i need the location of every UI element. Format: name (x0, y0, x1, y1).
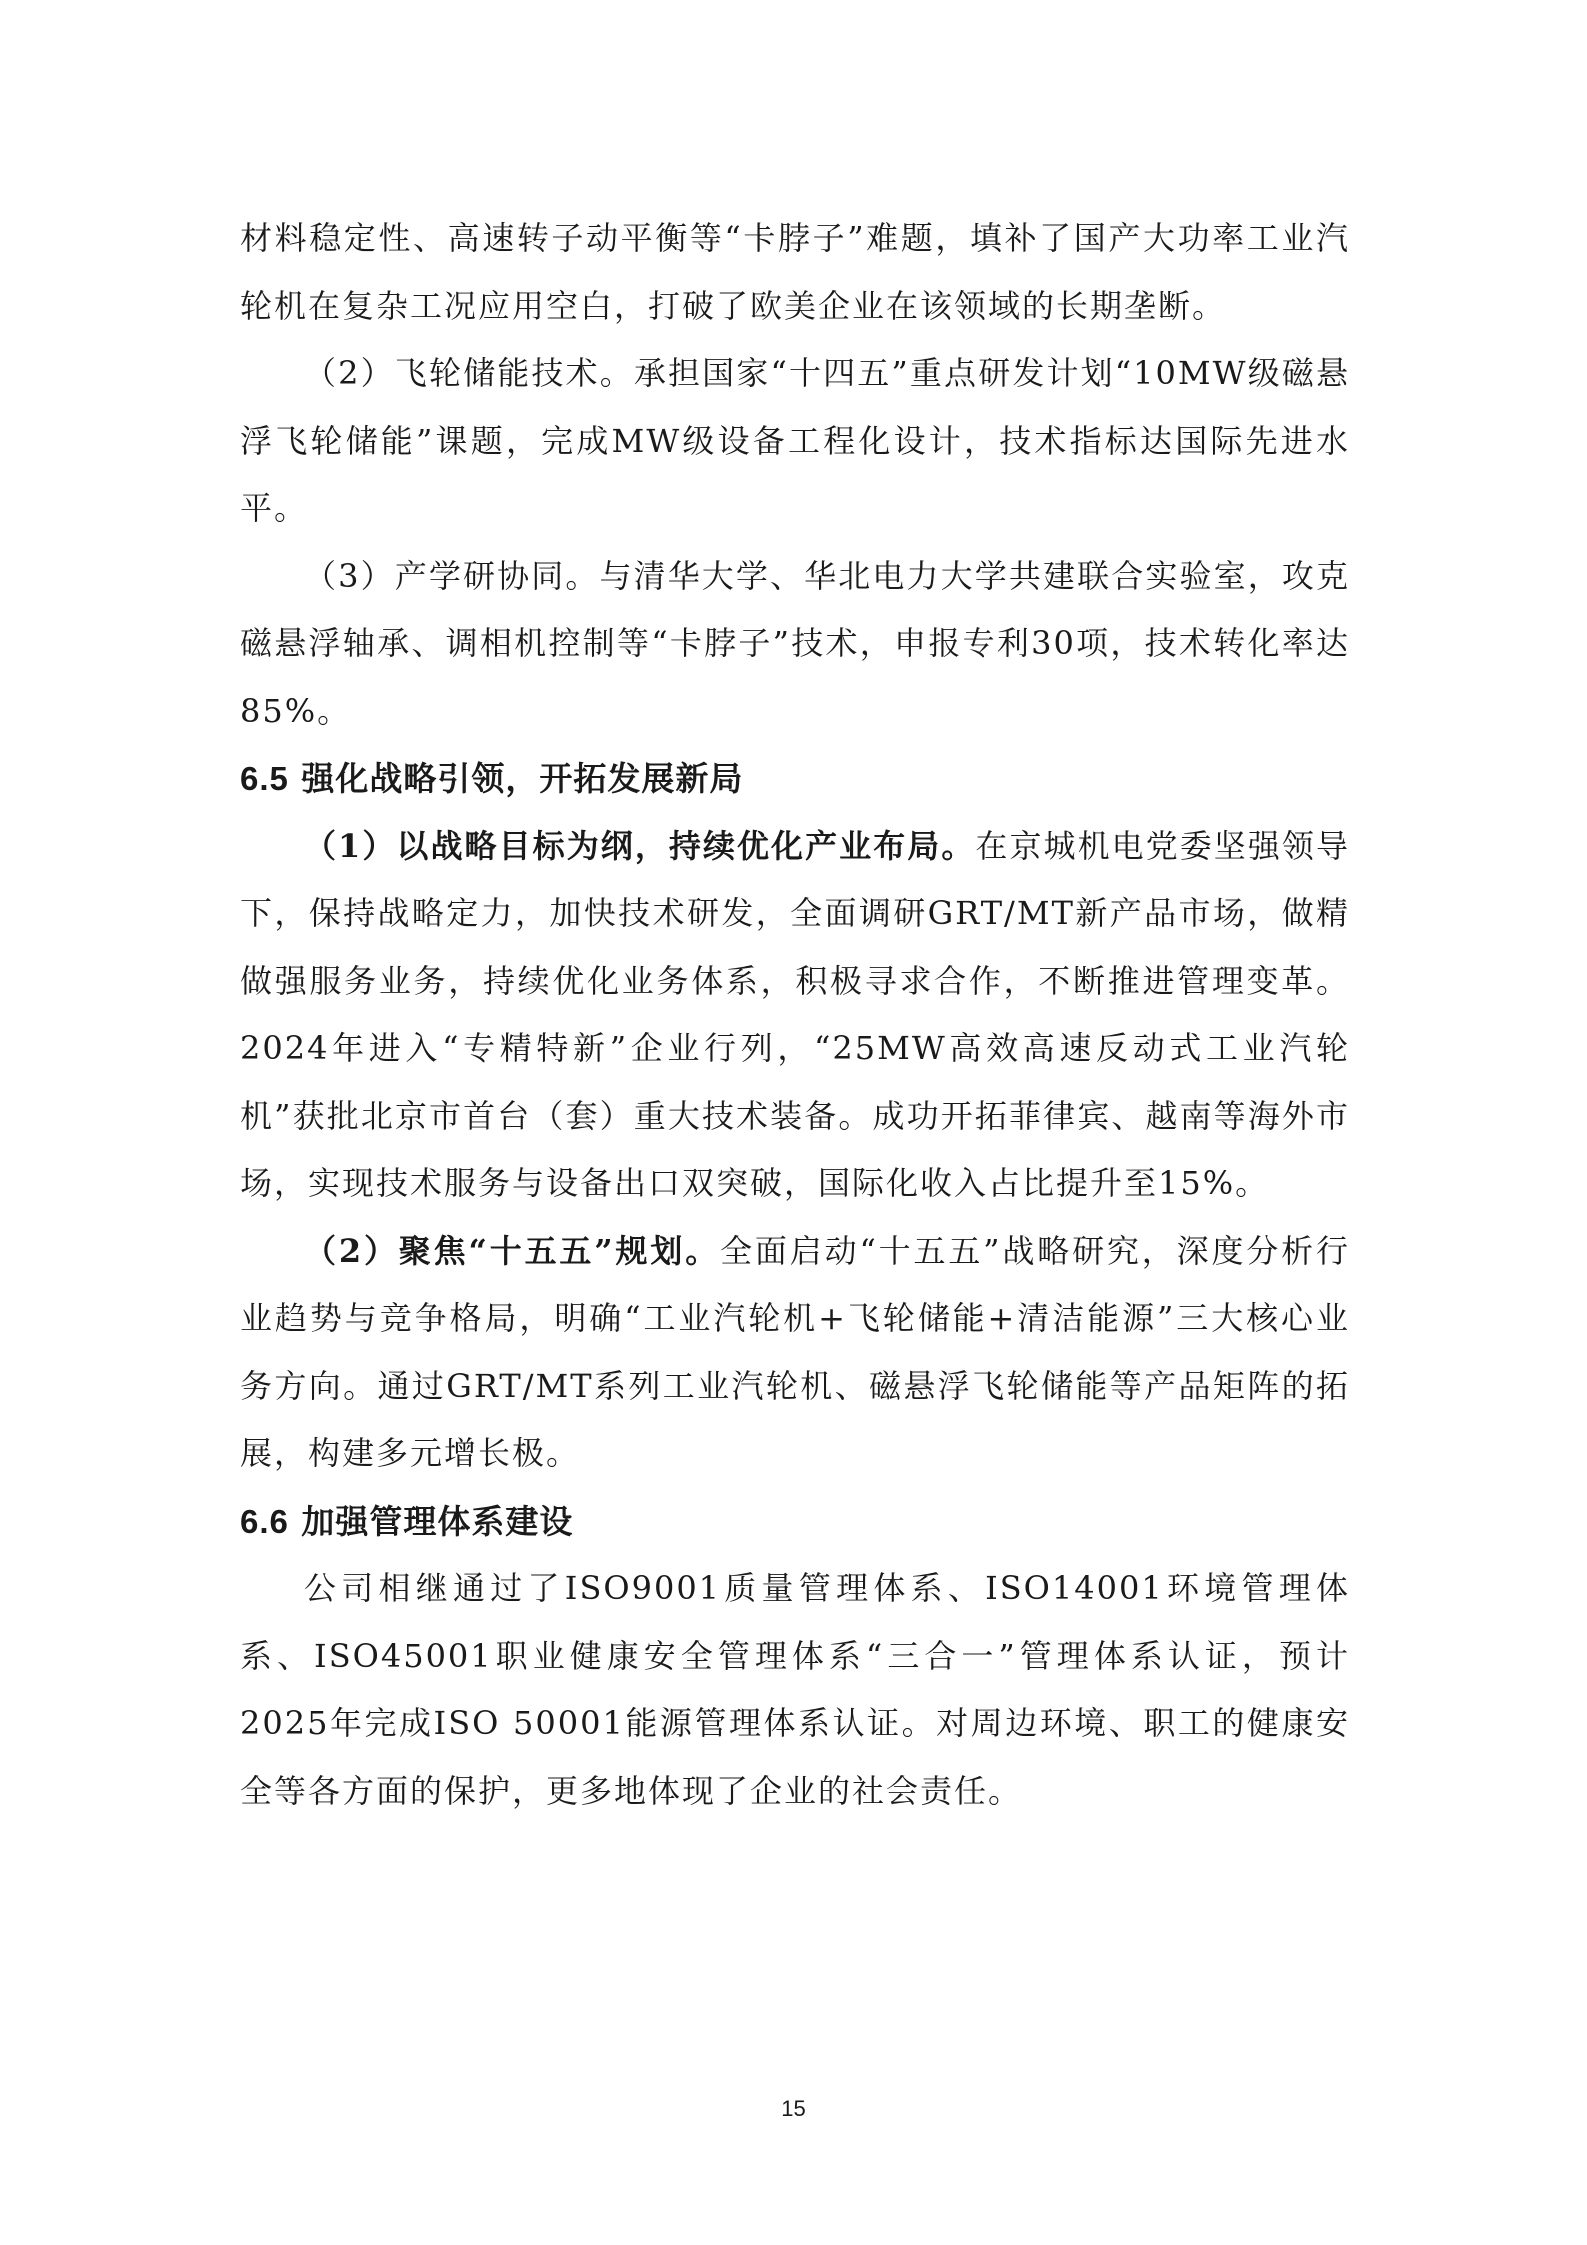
page-body (240, 205, 1350, 1825)
section-number: 6.5 (240, 760, 289, 797)
paragraph-continuation (240, 205, 1350, 340)
paragraph-strategic-goal (240, 813, 1350, 1218)
paragraph-text: 公司相继通过了ISO9001质量管理体系、ISO14001环境管理体系、ISO45001职业健康安全管理体系“三合一”管理体系认证，预计2025年完成ISO 50001能源管理体系认证。对周边环境、职工的健康安全等各方面的保护，更多地体现了企业的社会责任。 (240, 1569, 1350, 1810)
section-number: 6.6 (240, 1502, 289, 1540)
paragraph-management-system (240, 1555, 1350, 1825)
paragraph-text: 全面启动“十五五”战略研究，深度分析行业趋势与竞争格局，明确“工业汽轮机+飞轮储能+清洁能源”三大核心业务方向。通过GRT/MT系列工业汽轮机、磁悬浮飞轮储能等产品矩阵的拓展，构建多元增长极。 (240, 1231, 1350, 1472)
paragraph-flywheel-storage (240, 340, 1350, 543)
section-title: 加强管理体系建设 (301, 1501, 574, 1541)
section-heading-6-5 (240, 745, 1350, 813)
paragraph-text: （3）产学研协同。与清华大学、华北电力大学共建联合实验室，攻克磁悬浮轴承、调相机控制等“卡脖子”技术，申报专利30项，技术转化率达85%。 (240, 556, 1350, 730)
paragraph-text: 在京城机电党委坚强领导下，保持战略定力，加快技术研发，全面调研GRT/MT新产品市场，做精做强服务业务，持续优化业务体系，积极寻求合作，不断推进管理变革。2024年进入“专精特新”企业行列，“25MW高效高速反动式工业汽轮机”获批北京市首台（套）重大技术装备。成功开拓菲律宾、越南等海外市场，实现技术服务与设备出口双突破，国际化收入占比提升至15%。 (240, 826, 1350, 1202)
section-title: 强化战略引领，开拓发展新局 (301, 759, 744, 798)
section-heading-6-6 (240, 1488, 1350, 1556)
paragraph-15th-plan (240, 1218, 1350, 1488)
paragraph-text: （2）飞轮储能技术。承担国家“十四五”重点研发计划“10MW级磁悬浮飞轮储能”课题，完成MW级设备工程化设计，技术指标达国际先进水平。 (240, 354, 1350, 527)
paragraph-lead: （1）以战略目标为纲，持续优化产业布局。 (304, 826, 976, 865)
paragraph-lead: （2）聚焦“十五五”规划。 (304, 1231, 721, 1270)
paragraph-industry-research (240, 543, 1350, 746)
paragraph-text: 材料稳定性、高速转子动平衡等“卡脖子”难题，填补了国产大功率工业汽轮机在复杂工况应用空白，打破了欧美企业在该领域的长期垄断。 (240, 219, 1350, 325)
page-number: 15 (781, 2096, 806, 2121)
